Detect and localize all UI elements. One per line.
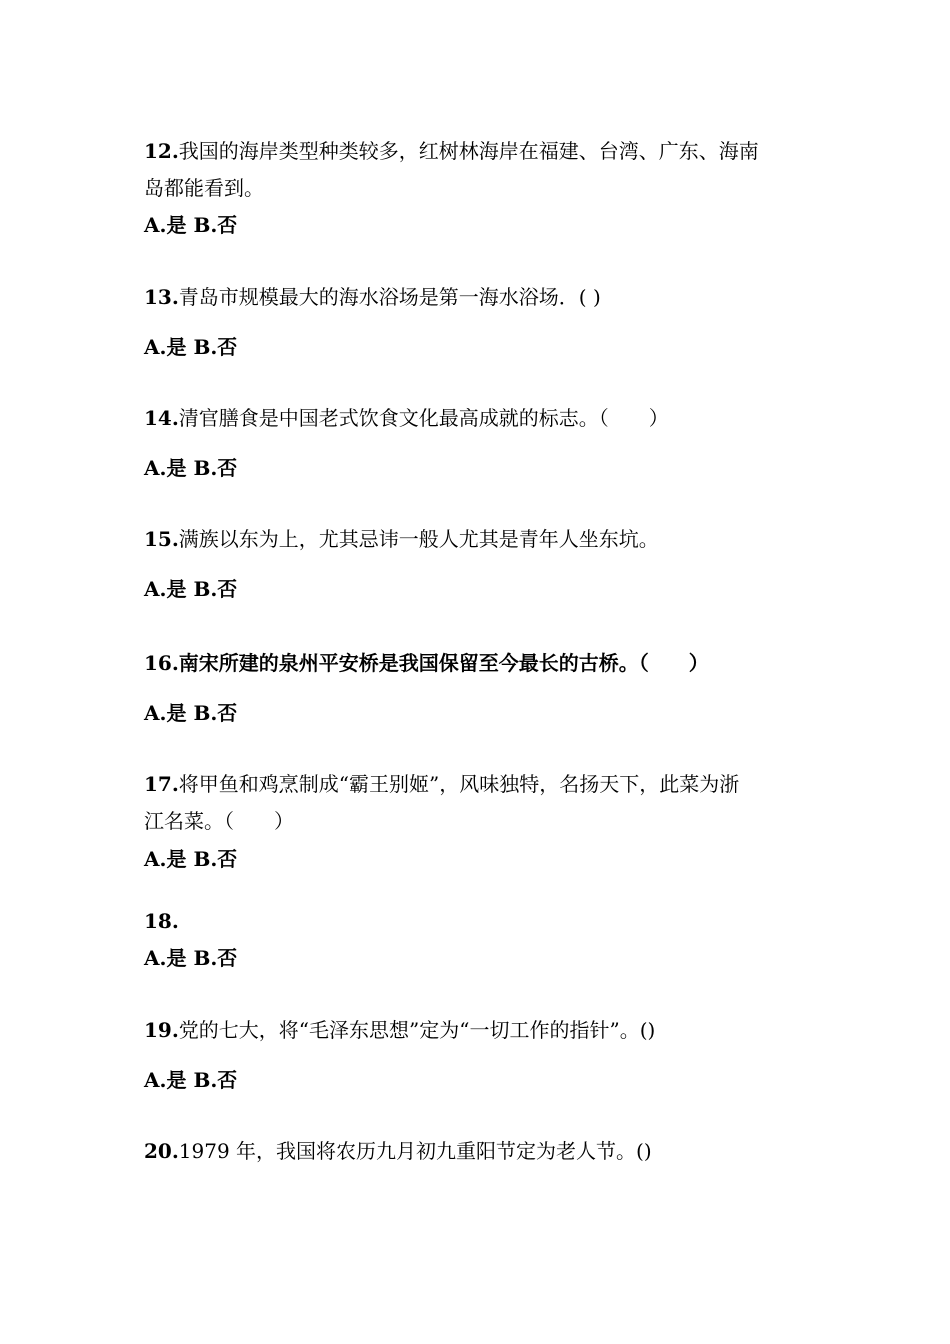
question-line	[144, 909, 179, 933]
question-number: 16.	[144, 651, 179, 675]
answer-options: A.是 B.否	[144, 335, 238, 359]
answer-options: A.是 B.否	[144, 456, 238, 480]
question-line	[144, 809, 294, 833]
question-number: 12.	[144, 139, 179, 163]
answer-options: A.是 B.否	[144, 847, 238, 871]
answer-options: A.是 B.否	[144, 577, 238, 601]
answer-options: A.是 B.否	[144, 946, 238, 970]
question-text: 党的七大，将“毛泽东思想”定为“一切工作的指针”。()	[178, 1018, 656, 1042]
question-number: 14.	[144, 406, 179, 430]
question-line	[144, 527, 659, 551]
question-text: 1979 年，我国将农历九月初九重阳节定为老人节。()	[178, 1139, 652, 1163]
question-text: 南宋所建的泉州平安桥是我国保留至今最长的古桥。（ ）	[178, 651, 709, 675]
question-number: 17.	[144, 772, 179, 796]
question-line	[144, 406, 669, 430]
answer-options: A.是 B.否	[144, 701, 238, 725]
question-text: 青岛市规模最大的海水浴场是第一海水浴场．( )	[178, 285, 601, 309]
question-line	[144, 772, 739, 796]
question-line	[144, 139, 759, 163]
question-number: 13.	[144, 285, 179, 309]
question-text: 江名菜。（ ）	[144, 809, 294, 833]
question-number: 19.	[144, 1018, 179, 1042]
question-text: 将甲鱼和鸡烹制成“霸王别姬”，风味独特，名扬天下，此菜为浙	[178, 772, 740, 796]
question-text: 岛都能看到。	[144, 176, 264, 200]
question-number: 20.	[144, 1139, 179, 1163]
question-text: 满族以东为上，尤其忌讳一般人尤其是青年人坐东坑。	[178, 527, 659, 551]
question-number: 18.	[144, 909, 179, 933]
answer-options: A.是 B.否	[144, 1068, 238, 1092]
answer-options: A.是 B.否	[144, 213, 238, 237]
question-text: 我国的海岸类型种类较多，红树林海岸在福建、台湾、广东、海南	[178, 139, 759, 163]
question-line	[144, 1139, 652, 1163]
question-number: 15.	[144, 527, 179, 551]
question-line	[144, 1018, 655, 1042]
question-line	[144, 285, 601, 309]
question-text: 清官膳食是中国老式饮食文化最高成就的标志。（ ）	[178, 406, 669, 430]
question-line	[144, 651, 709, 675]
question-line	[144, 176, 264, 200]
